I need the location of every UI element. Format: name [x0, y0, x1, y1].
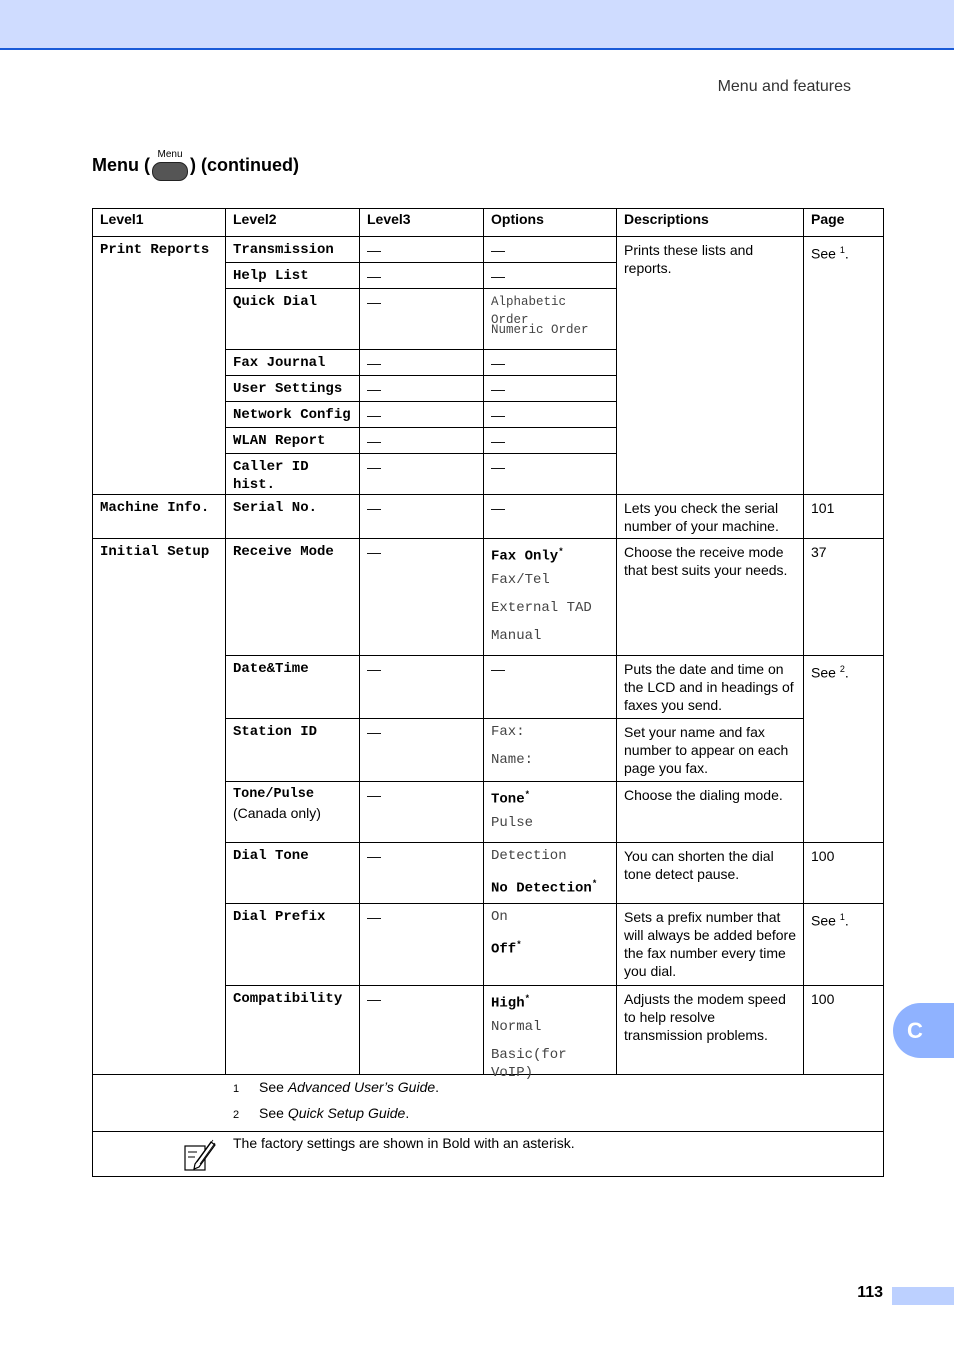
option-item-default: Tone*	[491, 790, 531, 808]
heading-suffix: ) (continued)	[190, 155, 299, 175]
level2-cell: Caller ID hist.	[226, 454, 360, 495]
option-item: Basic(for VoIP)	[491, 1047, 567, 1081]
section-name: Menu and features	[717, 78, 851, 95]
page-number: 113	[857, 1284, 883, 1301]
level3-cell: —	[360, 428, 484, 454]
description-cell: Prints these lists and reports.	[617, 237, 804, 495]
level2-cell: Serial No.	[226, 495, 360, 539]
page-text: See	[811, 245, 836, 262]
options-cell: —	[484, 454, 617, 495]
level2-note: (Canada only)	[233, 805, 321, 821]
level3-cell: —	[360, 904, 484, 986]
col-options: Options	[484, 209, 617, 237]
footnotes-row	[93, 1075, 884, 1132]
description-cell: You can shorten the dial tone detect pause.	[617, 843, 804, 904]
table-header-row	[93, 209, 884, 237]
level3-cell: —	[360, 986, 484, 1075]
level2-cell: Network Config	[226, 402, 360, 428]
footnote-text: See Quick Setup Guide.	[259, 1105, 410, 1121]
col-level3: Level3	[360, 209, 484, 237]
page-cell: See $^1$.	[804, 904, 884, 986]
options-cell: —	[484, 428, 617, 454]
option-item: Detection	[491, 848, 567, 864]
options-cell: —	[484, 402, 617, 428]
option-item: Manual	[491, 628, 542, 644]
options-cell: —	[484, 495, 617, 539]
level2-cell: Fax Journal	[226, 350, 360, 376]
level3-cell: —	[360, 376, 484, 402]
col-descriptions: Descriptions	[617, 209, 804, 237]
col-level2: Level2	[226, 209, 360, 237]
options-cell	[484, 782, 617, 843]
option-item: External TAD	[491, 600, 592, 616]
level3-cell: —	[360, 782, 484, 843]
menu-button-icon	[152, 162, 188, 181]
level2-cell: Receive Mode	[226, 539, 360, 656]
option-item: Name:	[491, 752, 534, 768]
page-cell: 100	[804, 986, 884, 1075]
option-item: Fax/Tel	[491, 572, 550, 588]
level2-cell: Transmission	[226, 237, 360, 263]
level3-cell: —	[360, 843, 484, 904]
footnote-number: 2	[233, 1109, 240, 1121]
options-cell	[484, 843, 617, 904]
options-cell: —	[484, 237, 617, 263]
header-band	[0, 0, 954, 50]
footnote	[233, 1079, 883, 1105]
description-cell: Choose the receive mode that best suits your needs.	[617, 539, 804, 656]
options-cell: —	[484, 350, 617, 376]
option-item: Alphabetic Order	[491, 295, 567, 327]
description-cell: Puts the date and time on the LCD and in headings of faxes you send.	[617, 656, 804, 719]
footnote-number: 1	[233, 1083, 240, 1095]
note-row	[93, 1132, 884, 1177]
level3-cell: —	[360, 402, 484, 428]
page-cell: See $^1$.	[804, 237, 884, 495]
option-item-default: High*	[491, 994, 531, 1012]
table-row	[93, 495, 884, 539]
options-cell	[484, 539, 617, 656]
level2-cell: Dial Tone	[226, 843, 360, 904]
option-item-default: Fax Only*	[491, 547, 564, 565]
heading-prefix: Menu (	[92, 155, 150, 175]
footnote-ref: 1	[839, 245, 845, 255]
options-cell: —	[484, 263, 617, 289]
options-cell	[484, 986, 617, 1081]
description-cell: Set your name and fax number to appear on each page you fax.	[617, 719, 804, 782]
table-row	[93, 237, 884, 263]
option-item: Normal	[491, 1019, 542, 1035]
level2-cell: Date&Time	[226, 656, 360, 719]
option-item-default: Off*	[491, 940, 522, 958]
footnote	[233, 1105, 883, 1131]
page-number-bar	[892, 1287, 954, 1305]
option-item-default: No Detection*	[491, 879, 598, 897]
col-level1: Level1	[93, 209, 226, 237]
option-item: On	[491, 909, 508, 925]
note-text: The factory settings are shown in Bold with an asterisk.	[233, 1135, 575, 1151]
level3-cell: —	[360, 263, 484, 289]
table-row	[93, 539, 884, 656]
chapter-tab: C	[893, 1003, 954, 1058]
level3-cell: —	[360, 237, 484, 263]
footnotes-cell	[93, 1075, 884, 1132]
level3-cell: —	[360, 289, 484, 350]
level1-print-reports: Print Reports	[93, 237, 226, 495]
level3-cell: —	[360, 495, 484, 539]
level2-cell: Compatibility	[226, 986, 360, 1075]
level2-label: Tone/Pulse	[233, 787, 315, 802]
level3-cell: —	[360, 350, 484, 376]
options-cell	[484, 904, 617, 986]
note-cell	[93, 1132, 884, 1177]
level1-machine-info: Machine Info.	[93, 495, 226, 539]
page-cell: 101	[804, 495, 884, 539]
options-cell	[484, 289, 617, 350]
page-cell: 37	[804, 539, 884, 656]
option-item: Numeric Order	[491, 323, 589, 337]
option-item: Fax:	[491, 724, 525, 740]
footnote-ref: 2	[839, 664, 845, 674]
menu-key-icon	[152, 150, 188, 181]
level2-cell: WLAN Report	[226, 428, 360, 454]
page-cell: See $^2$.	[804, 656, 884, 843]
note-pencil-icon	[183, 1138, 217, 1172]
level3-cell: —	[360, 719, 484, 782]
footnote-text: See Advanced User’s Guide.	[259, 1079, 440, 1095]
level3-cell: —	[360, 454, 484, 495]
menu-key-caption: Menu	[157, 149, 183, 160]
level2-cell: Help List	[226, 263, 360, 289]
options-cell: —	[484, 656, 617, 719]
page-heading	[92, 150, 299, 181]
options-cell	[484, 719, 617, 782]
description-cell: Lets you check the serial number of your machine.	[617, 495, 804, 539]
level2-cell: User Settings	[226, 376, 360, 402]
col-page: Page	[804, 209, 884, 237]
description-cell: Choose the dialing mode.	[617, 782, 804, 843]
footnote-ref: 1	[839, 912, 845, 922]
level2-cell	[226, 782, 360, 843]
level3-cell: —	[360, 656, 484, 719]
menu-table	[92, 208, 884, 1177]
level2-cell: Quick Dial	[226, 289, 360, 350]
option-item: Pulse	[491, 815, 534, 831]
level3-cell: —	[360, 539, 484, 656]
level1-initial-setup: Initial Setup	[93, 539, 226, 1075]
description-cell: Adjusts the modem speed to help resolve transmission problems.	[617, 986, 804, 1075]
level2-cell: Station ID	[226, 719, 360, 782]
page-text: See	[811, 912, 836, 929]
page-cell: 100	[804, 843, 884, 904]
options-cell: —	[484, 376, 617, 402]
level2-cell: Dial Prefix	[226, 904, 360, 986]
description-cell: Sets a prefix number that will always be added before the fax number every time you dial.	[617, 904, 804, 986]
page-text: See	[811, 664, 836, 681]
